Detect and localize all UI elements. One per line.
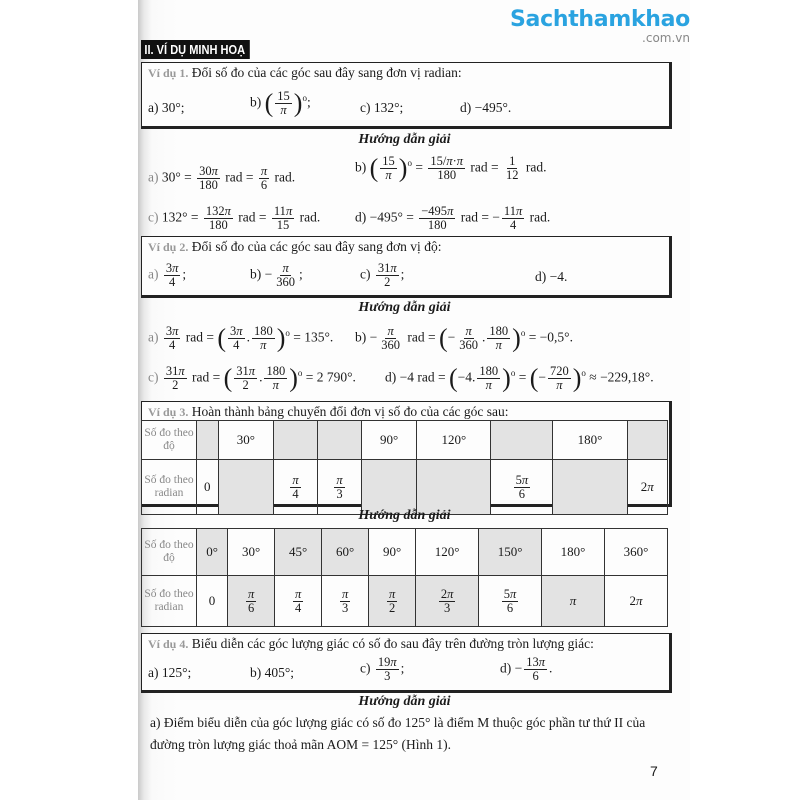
table-cell: $\frac{2\pi}{3}$ — [416, 576, 479, 627]
table-cell: 30° — [218, 421, 273, 460]
table-cell: 360° — [604, 529, 667, 576]
example-2-box — [141, 236, 672, 298]
table-cell — [553, 460, 627, 515]
example-1-box — [141, 62, 672, 129]
table-cell: 60° — [322, 529, 369, 576]
ex1-item-d: d) −495°. — [460, 100, 512, 115]
example-label: Ví dụ 2. — [148, 240, 189, 254]
table-cell — [491, 421, 553, 460]
solution-heading: Hướng dẫn giải — [358, 132, 451, 147]
table-cell — [361, 460, 416, 515]
solution-heading: Hướng dẫn giải — [358, 508, 451, 523]
table-cell: 180° — [542, 529, 605, 576]
ex1-solution-b: b) ( $\frac{15}{\pi}$ )$^o$ = $\frac{15/\pi\cdot\pi}{180}$ rad = $\frac{1}{12}$ rad. — [355, 153, 547, 183]
ex2-item-b: b) − $\frac{\pi}{360}$ ; — [250, 261, 303, 289]
table-cell: $\frac{\pi}{3}$ — [317, 460, 361, 515]
example-label: Ví dụ 4. — [148, 637, 189, 651]
table-cell: $\frac{\pi}{4}$ — [273, 460, 317, 515]
table-cell: $\frac{\pi}{2}$ — [369, 576, 416, 627]
table-cell: $\frac{5\pi}{6}$ — [491, 460, 553, 515]
ex2-solution-c: c) $\frac{31\pi}{2}$ rad = ( $\frac{31\pi}{2}$ . $\frac{180}{\pi}$ )$^o$ = 2 790°. — [148, 363, 356, 393]
table-cell — [317, 421, 361, 460]
ex2-item-d: d) −4. — [535, 269, 568, 284]
ex1-solution-a: a) 30° = $\frac{30\pi}{180}$ rad = $\frac{\pi}{6}$ rad. — [148, 164, 296, 192]
ex4-item-c: c) $\frac{19\pi}{3}$ ; — [360, 655, 405, 683]
example-prompt: Đổi số đo của các góc sau đây sang đơn vị độ: — [191, 239, 442, 254]
row-header: Số đo theo radian — [142, 576, 197, 627]
table-cell: $\frac{\pi}{4}$ — [275, 576, 322, 627]
table-row-degrees — [142, 421, 668, 460]
section-title: II. VÍ DỤ MINH HOẠ — [141, 40, 250, 59]
table-row-radians — [142, 576, 668, 627]
table-cell: 0 — [197, 460, 219, 515]
table-cell: 2π — [604, 576, 667, 627]
ex1-item-b: b) ( $\frac{15}{\pi}$ )$^o$; — [250, 88, 311, 118]
table-cell — [273, 421, 317, 460]
example-4-box — [141, 633, 672, 693]
row-header: Số đo theo độ — [142, 421, 197, 460]
example-prompt: Đổi số đo của các góc sau đây sang đơn vị radian: — [191, 65, 462, 80]
table-cell: 45° — [275, 529, 322, 576]
ex1-solution-c: c) 132° = $\frac{132\pi}{180}$ rad = $\frac{11\pi}{15}$ rad. — [148, 204, 321, 232]
example-label: Ví dụ 1. — [148, 66, 189, 80]
table-cell: π — [542, 576, 605, 627]
question-table — [141, 420, 668, 515]
ex1-item-a: a) 30°; — [148, 100, 185, 115]
table-cell: 2π — [627, 460, 667, 515]
solution-heading: Hướng dẫn giải — [358, 300, 451, 315]
ex1-solution-d: d) −495° = $\frac{-495\pi}{180}$ rad = − $\frac{11\pi}{4}$ rad. — [355, 204, 551, 232]
table-cell: $\frac{5\pi}{6}$ — [479, 576, 542, 627]
row-header: Số đo theo radian — [142, 460, 197, 515]
table-cell: 180° — [553, 421, 627, 460]
table-cell: 120° — [416, 529, 479, 576]
table-cell: 120° — [417, 421, 491, 460]
example-prompt: Biểu diễn các góc lượng giác có số đo sau đây trên đường tròn lượng giác: — [191, 636, 594, 651]
ex4-solution-text: a) Điểm biểu diễn của góc lượng giác có số đo 125° là điểm M thuộc góc phần tư thứ II của đường tròn lượng giác thoả mãn AOM = 125° (Hình 1). — [150, 715, 646, 752]
table-row-degrees — [142, 529, 668, 576]
table-cell: 0° — [197, 529, 228, 576]
table-cell: $\frac{\pi}{6}$ — [228, 576, 275, 627]
table-cell — [627, 421, 667, 460]
ex2-solution-b: b) − $\frac{\pi}{360}$ rad = (− $\frac{\pi}{360}$ . $\frac{180}{\pi}$ )$^o$ = −0,5°. — [355, 323, 573, 353]
page-number: 7 — [650, 763, 658, 779]
table-cell: 150° — [479, 529, 542, 576]
watermark-logo — [510, 8, 690, 44]
row-header: Số đo theo độ — [142, 529, 197, 576]
table-cell — [417, 460, 491, 515]
table-cell: 90° — [361, 421, 416, 460]
ex4-item-b: b) 405°; — [250, 665, 295, 680]
table-cell: 0 — [197, 576, 228, 627]
example-prompt: Hoàn thành bảng chuyển đổi đơn vị số đo của các góc sau: — [191, 404, 509, 419]
table-row-radians — [142, 460, 668, 515]
table-cell: $\frac{\pi}{3}$ — [322, 576, 369, 627]
solution-heading: Hướng dẫn giải — [358, 694, 451, 709]
ex1-item-c: c) 132°; — [360, 100, 404, 115]
table-cell — [218, 460, 273, 515]
brand-domain: .com.vn — [642, 31, 690, 45]
table-cell — [197, 421, 219, 460]
answer-table — [141, 528, 668, 627]
ex2-solution-a: a) $\frac{3\pi}{4}$ rad = ( $\frac{3\pi}{4}$ . $\frac{180}{\pi}$ )$^o$ = 135°. — [148, 323, 334, 353]
table-cell: 30° — [228, 529, 275, 576]
ex2-solution-d: d) −4 rad = (−4. $\frac{180}{\pi}$ )$^o$ = (− $\frac{720}{\pi}$ )$^o$ ≈ −229,18°. — [385, 363, 654, 393]
ex4-item-a: a) 125°; — [148, 665, 192, 680]
example-label: Ví dụ 3. — [148, 405, 189, 419]
brand-name: Sachthamkhao — [510, 7, 690, 32]
ex2-item-c: c) $\frac{31\pi}{2}$ ; — [360, 261, 405, 289]
table-cell: 90° — [369, 529, 416, 576]
ex2-item-a: a) $\frac{3\pi}{4}$ ; — [148, 261, 187, 289]
ex4-item-d: d) − $\frac{13\pi}{6}$ . — [500, 655, 553, 683]
